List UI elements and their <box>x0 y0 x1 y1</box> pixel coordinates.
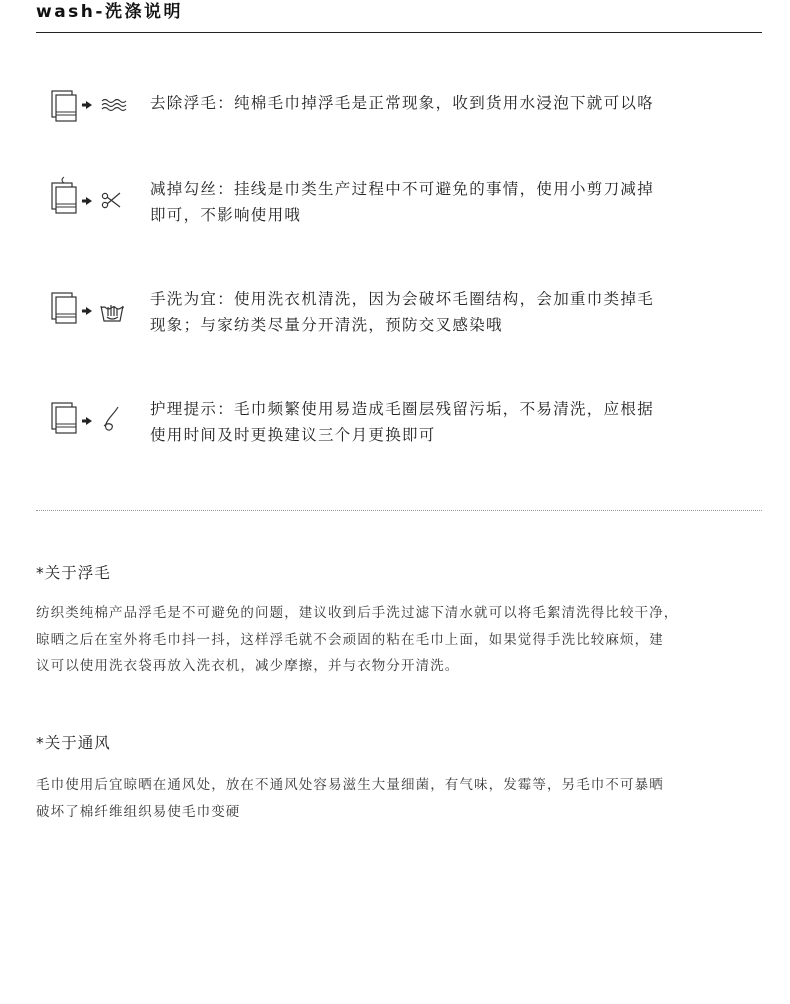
care-line: 去除浮毛：纯棉毛巾掉浮毛是正常现象，收到货用水浸泡下就可以咯 <box>150 94 655 112</box>
care-line: 减掉勾丝：挂线是巾类生产过程中不可避免的事情，使用小剪刀减掉 <box>150 180 655 198</box>
towel-icon <box>48 286 138 330</box>
towel-icon <box>48 90 138 130</box>
care-text <box>150 176 740 228</box>
care-text <box>150 396 740 448</box>
hand-wash-icon <box>101 305 123 321</box>
care-line: 护理提示：毛巾频繁使用易造成毛圈层残留污垢，不易清洗，应根据 <box>150 400 655 418</box>
body-line: 晾晒之后在室外将毛巾抖一抖，这样浮毛就不会顽固的粘在毛巾上面，如果觉得手洗比较麻烦，建 <box>36 631 664 648</box>
wave-icon <box>102 100 126 111</box>
care-line: 手洗为宜：使用洗衣机清洗，因为会破坏毛圈结构，会加重巾类掉毛 <box>150 290 655 308</box>
care-icons <box>48 396 138 436</box>
care-line: 即可，不影响使用哦 <box>150 206 302 224</box>
page-title: wash-洗涤说明 <box>36 2 183 22</box>
scissors-icon <box>102 193 120 208</box>
care-text <box>150 90 740 116</box>
care-icons <box>48 286 138 326</box>
body-line: 毛巾使用后宜晾晒在通风处，放在不通风处容易滋生大量细菌，有气味，发霉等，另毛巾不可暴晒 <box>36 777 664 793</box>
care-icons <box>48 176 138 216</box>
title-divider <box>36 32 762 33</box>
towel-icon <box>48 176 138 220</box>
care-text <box>150 286 740 338</box>
body-line: 纺织类纯棉产品浮毛是不可避免的问题，建议收到后手洗过滤下清水就可以将毛絮清洗得比较干净， <box>36 605 679 621</box>
care-icons <box>48 90 138 130</box>
body-line: 破坏了棉纤维组织易使毛巾变硬 <box>36 803 241 820</box>
section-body-lint <box>36 600 768 680</box>
care-line: 使用时间及时更换建议三个月更换即可 <box>150 426 436 444</box>
section-heading-lint: *关于浮毛 <box>36 564 111 582</box>
body-line: 议可以使用洗衣袋再放入洗衣机，减少摩擦，并与衣物分开清洗。 <box>36 658 460 674</box>
section-heading-ventilation: *关于通风 <box>36 734 111 752</box>
section-body-ventilation <box>36 772 768 825</box>
section-divider <box>36 510 762 511</box>
curl-icon <box>104 407 118 430</box>
care-line: 现象；与家纺类尽量分开清洗，预防交叉感染哦 <box>150 316 503 334</box>
towel-icon <box>48 396 138 440</box>
